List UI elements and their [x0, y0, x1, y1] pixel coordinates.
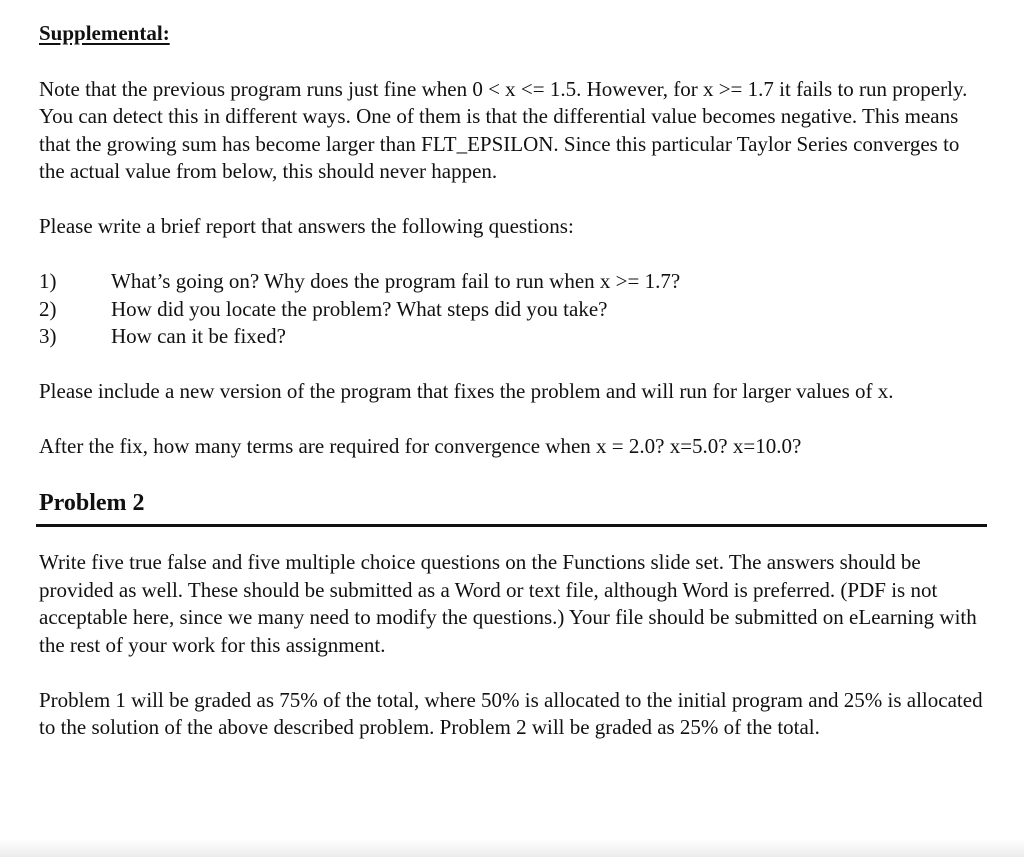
question-number: 3) — [39, 324, 57, 348]
problem2-divider — [36, 524, 987, 527]
question-item-2 — [39, 296, 984, 324]
after-fix-question-paragraph: After the fix, how many terms are required for convergence when x = 2.0? x=5.0? x=10.0? — [39, 434, 802, 458]
question-text: What’s going on? Why does the program fail to run when x >= 1.7? — [111, 269, 681, 293]
include-new-version-paragraph: Please include a new version of the program that fixes the problem and will run for larger values of x. — [39, 379, 894, 403]
report-prompt-paragraph: Please write a brief report that answers the following questions: — [39, 214, 574, 238]
question-item-3 — [39, 323, 984, 351]
questions-list — [39, 268, 984, 351]
question-item-1 — [39, 268, 984, 296]
grading-paragraph: Problem 1 will be graded as 75% of the total, where 50% is allocated to the initial program and 25% is allocated to the solution of the above described problem. Problem 2 will be graded as 25% of the total. — [39, 687, 983, 739]
question-text: How did you locate the problem? What steps did you take? — [111, 296, 608, 321]
question-number: 2) — [39, 296, 57, 321]
bottom-edge-shadow — [0, 839, 1024, 857]
problem2-heading: Problem 2 — [39, 490, 145, 516]
problem2-body-paragraph: Write five true false and five multiple choice questions on the Functions slide set. The answers should be provided as well. These should be submitted as a Word or text file, although Word is preferred. (PDF is not acceptable here, since we many need to modify the questions.) Your file should be submitted on eLearning with the rest of your work for this assignment. — [39, 550, 977, 657]
document-content — [39, 20, 984, 769]
supplemental-intro-paragraph: Note that the previous program runs just fine when 0 < x <= 1.5. However, for x >= 1.7 it fails to run properly. You can detect this in different ways. One of them is that the differential value becomes negative. This means that the growing sum has become larger than FLT_EPSILON. Since this particular Taylor Series converges to the actual value from below, this should never happen. — [39, 76, 968, 183]
question-number: 1) — [39, 269, 57, 293]
supplemental-heading: Supplemental: — [39, 21, 170, 45]
question-text: How can it be fixed? — [111, 324, 286, 348]
